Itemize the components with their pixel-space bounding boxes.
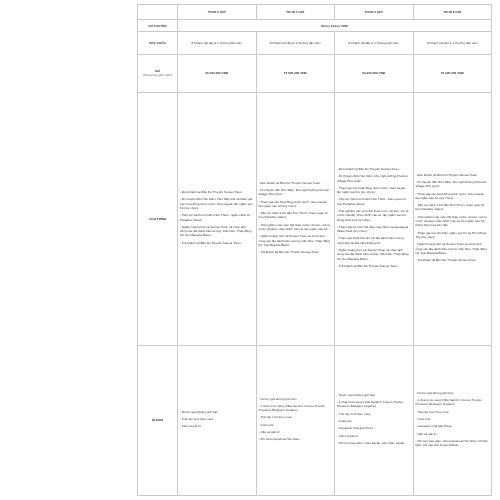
itinerary-step: - Tiếp tục hành trình đến Hòn Thơm, tham quan từ hòn Paradise Island. bbox=[337, 197, 407, 206]
itinerary-step: - Trả khách tại Bến Du Thuyền Sunset Town. bbox=[258, 250, 320, 255]
itinerary-step: - Tham gia tour lặn biển ngắm san hô tại Hòn Móng Tay (tùy chọn). bbox=[415, 230, 487, 239]
itinerary-step: - Tiếp tục hành trình đến Hòn Thơm, tham quan từ hòn Paradise Island. bbox=[415, 203, 485, 212]
itinerary-step: - Ngắm hoàng hôn tại Sunset Town và chụp ảnh cùng các địa danh biểu tượng: Cầu Hôn, Tháp đồng hồ, Sun Bavaria Bistro... bbox=[180, 224, 252, 238]
tour-comparison-table bbox=[137, 4, 492, 496]
price-sublabel: (Chưa bao gồm VAT) bbox=[142, 73, 173, 78]
header-tour-8h: TOUR 8 GIỜ bbox=[413, 5, 492, 20]
itinerary-step: - Đón khách tại Bến Du Thuyền Sunset Town. bbox=[415, 172, 478, 177]
inclusions-row bbox=[138, 346, 492, 496]
itinerary-label: LỊCH TRÌNH bbox=[138, 93, 178, 346]
itinerary-step: - Tham gia các hoạt động dưới nước: chèo kayak, lặn ngắm san hô (tùy chọn). bbox=[415, 191, 485, 200]
itinerary-step: - Di chuyển đến Hòn Dăm, khu nghỉ dưỡng Premier Village Phú Quốc. bbox=[337, 174, 408, 183]
header-tour-6h: TOUR 6 GIỜ bbox=[335, 5, 414, 20]
itinerary-step: - Ngắm hoàng hôn tại Sunset Town và chụp ảnh cùng các địa danh biểu tượng: Cầu Hôn, Tháp đồng hồ, Sun Bavaria Bistro... bbox=[258, 234, 330, 247]
inclusion-item: - Canapés/ Chả giò/ Pizza bbox=[337, 426, 373, 431]
capacity-row bbox=[138, 32, 492, 54]
inclusion-item: - Trái cây tươi theo mùa bbox=[415, 409, 449, 414]
itinerary-2h bbox=[178, 93, 257, 346]
inclusion-item: - Cầu cá giải trí bbox=[337, 433, 358, 438]
header-tour-2h: TOUR 2 GIỜ bbox=[178, 5, 257, 20]
inclusion-item: - Cold cuts bbox=[258, 422, 274, 427]
inclusion-item: - Trái cây tươi theo mùa bbox=[337, 411, 370, 416]
inclusion-item: - 1 chai rượu vang (Villa Sandi Il, Fresco Treviso Prosecco Biologico Organic) bbox=[337, 400, 404, 409]
price-6h: 60.220.000 VNĐ bbox=[335, 54, 414, 92]
boat-label: DU THUYỀN bbox=[138, 20, 178, 32]
itinerary-step: - Trải nghiệm các môn thể thao nước: dù kéo, mô tô nước (Jetski), chèo SUP, câu cá, lặn ngắm san hô... bbox=[258, 222, 330, 232]
inclusions-6h bbox=[335, 346, 414, 496]
itinerary-step: - Tham gia trò chơi thể thao mạo hiểm tại Aquatopia Water Park (tùy chọn). bbox=[337, 224, 409, 234]
capacity-8h: 8 Khách (tối đa) & 1 Hướng dẫn viên bbox=[413, 32, 492, 54]
itinerary-step: - Trả khách tại Bến Du Thuyền Sunset Town. bbox=[180, 240, 242, 245]
itinerary-6h bbox=[335, 93, 414, 346]
capacity-2h: 8 Khách (tối đa) & 1 Hướng dẫn viên bbox=[178, 32, 257, 54]
itinerary-step: - Trải nghiệm các môn thể thao nước: dù kéo, mô tô nước (Jetski), chèo SUP, câu cá, lặn ngắm san hô... Dùng bữa trưa trên đảo. bbox=[337, 208, 409, 222]
inclusion-item: - Nước ngọt không giới hạn bbox=[337, 392, 375, 397]
itinerary-step: - Tham gia các hoạt động dưới nước: chèo kayak, lặn ngắm san hô (tùy chọn). bbox=[258, 199, 328, 208]
itinerary-step: - Di chuyển đến Hòn Dăm, khu nghỉ dưỡng Premier Village Phú Quốc. bbox=[415, 180, 487, 189]
itinerary-step: - Trả khách tại Bến Du Thuyền Sunset Town. bbox=[337, 263, 399, 268]
inclusion-item: - 1 chai rượu vang (Villa Sandi Il, Fresco Treviso Prosecco Biologico Organic) bbox=[415, 398, 482, 407]
inclusions-4h bbox=[256, 346, 335, 496]
inclusion-item: - Nước ngọt không giới hạn bbox=[415, 390, 454, 395]
inclusion-item: - Nước ngọt không giới hạn bbox=[180, 409, 218, 414]
inclusion-item: - Cầu cá giải trí bbox=[258, 430, 280, 434]
boat-value: Starry Fisher 1095 bbox=[178, 20, 492, 32]
inclusion-item: - Nước ngọt không giới hạn bbox=[258, 396, 297, 401]
inclusion-item: - Phí tour bao gồm: chèo kayak, ván chèo, kayak... bbox=[337, 440, 407, 445]
inclusions-label: ĐI KÈM bbox=[138, 346, 178, 496]
header-corner bbox=[138, 5, 178, 20]
inclusion-item: - 1 chai rượu vang (Villa Sandi Il, Fresco Treviso Prosecco Biologico Organic) bbox=[258, 403, 325, 413]
capacity-6h: 8 Khách (tối đa) & 1 Hướng dẫn viên bbox=[335, 32, 414, 54]
header-row bbox=[138, 5, 492, 20]
itinerary-step: - Di chuyển đến Hòn Dăm, Hòn Mây Rút và tham gia các hoạt động dưới nước: chèo kayak, lặn ngắm san hô (tùy chọn). bbox=[180, 197, 253, 210]
itinerary-step: - Trả khách tại Bến Du Thuyền Sunset Town. bbox=[415, 258, 477, 263]
price-row bbox=[138, 54, 492, 92]
itinerary-step: - Tiếp tục hành trình đến Hòn Thơm, tham quan từ hòn Paradise Island. bbox=[258, 211, 328, 220]
itinerary-8h bbox=[413, 93, 492, 346]
inclusion-item: - Trái cây tươi theo mùa bbox=[180, 416, 213, 421]
capacity-label: SỨC CHỨA bbox=[138, 32, 178, 54]
itinerary-step: - Di chuyển đến Hòn Dăm, khu nghỉ dưỡng Premier Village Phú Quốc. bbox=[258, 187, 330, 197]
boat-row bbox=[138, 20, 492, 32]
price-label: GIÁ bbox=[154, 69, 161, 74]
itinerary-step: - Tham gia các hoạt động dưới nước: chèo kayak, lặn ngắm san hô (tùy chọn). bbox=[337, 185, 406, 195]
itinerary-4h bbox=[256, 93, 335, 346]
price-label-cell bbox=[138, 54, 178, 92]
itinerary-step: - Trải nghiệm các môn thể thao nước: dù kéo, mô tô nước (Jetski), chèo SUP, câu cá, lặn ngắm san hô... Dùng bữa trưa trên đảo. bbox=[415, 214, 487, 228]
itinerary-step: - Tham gia Grab bàn ăn với địa danh biểu tượng tuyệt đẹp tại Núi Nhà Khổng Lồ. bbox=[337, 236, 404, 245]
header-tour-4h: TOUR 4 GIỜ bbox=[256, 5, 335, 20]
itinerary-step: - Tiếp tục hành trình đến Hòn Thơm, ngắm cảnh từ Paradise Island. bbox=[180, 213, 250, 222]
inclusion-item: - Canapés/ Chả giò/ Pizza bbox=[415, 424, 452, 429]
itinerary-row bbox=[138, 93, 492, 346]
inclusion-item: - Trái cây tươi theo mùa bbox=[258, 415, 292, 420]
inclusions-2h bbox=[178, 346, 257, 496]
inclusion-item: - Cầu cá giải trí bbox=[180, 424, 201, 429]
itinerary-step: - Đón khách tại Bến Du Thuyền Sunset Town. bbox=[180, 190, 243, 195]
capacity-4h: 8 Khách (tối đa) & 1 Hướng dẫn viên bbox=[256, 32, 335, 54]
itinerary-step: - Ngắm hoàng hôn tại Sunset Town và chụp ảnh cùng các địa danh biểu tượng: Cầu Hôn, Tháp đồng hồ, Sun Bavaria Bistro... bbox=[337, 248, 409, 261]
itinerary-step: - Đón khách tại Bến Du Thuyền Sunset Town. bbox=[337, 166, 400, 171]
price-2h: 25.400.000 VNĐ bbox=[178, 54, 257, 92]
inclusion-item: - Phí chèo kayak tại Hòn Dăm bbox=[258, 437, 300, 442]
inclusion-item: - Cầu cá giải trí bbox=[415, 431, 437, 436]
price-8h: 70.320.000 VNĐ bbox=[413, 54, 492, 92]
price-4h: 37.520.000 VNĐ bbox=[256, 54, 335, 92]
inclusion-item: - Phí tour bao gồm: chèo kayak tại Hòn Dăm, phí lặn biển, phí vào khu Super Mobile... bbox=[415, 438, 488, 448]
inclusion-item: - Cold cuts bbox=[337, 419, 352, 424]
itinerary-step: - Ngắm hoàng hôn tại Sunset Town và chụp ảnh cùng các địa danh biểu tượng: Cầu Hôn, Tháp đồng hồ, Sun Bavaria Bistro... bbox=[415, 242, 487, 255]
inclusions-8h bbox=[413, 346, 492, 496]
itinerary-step: - Đón khách tại Bến Du Thuyền Sunset Town. bbox=[258, 180, 321, 185]
inclusion-item: - Cold cuts bbox=[415, 416, 431, 421]
